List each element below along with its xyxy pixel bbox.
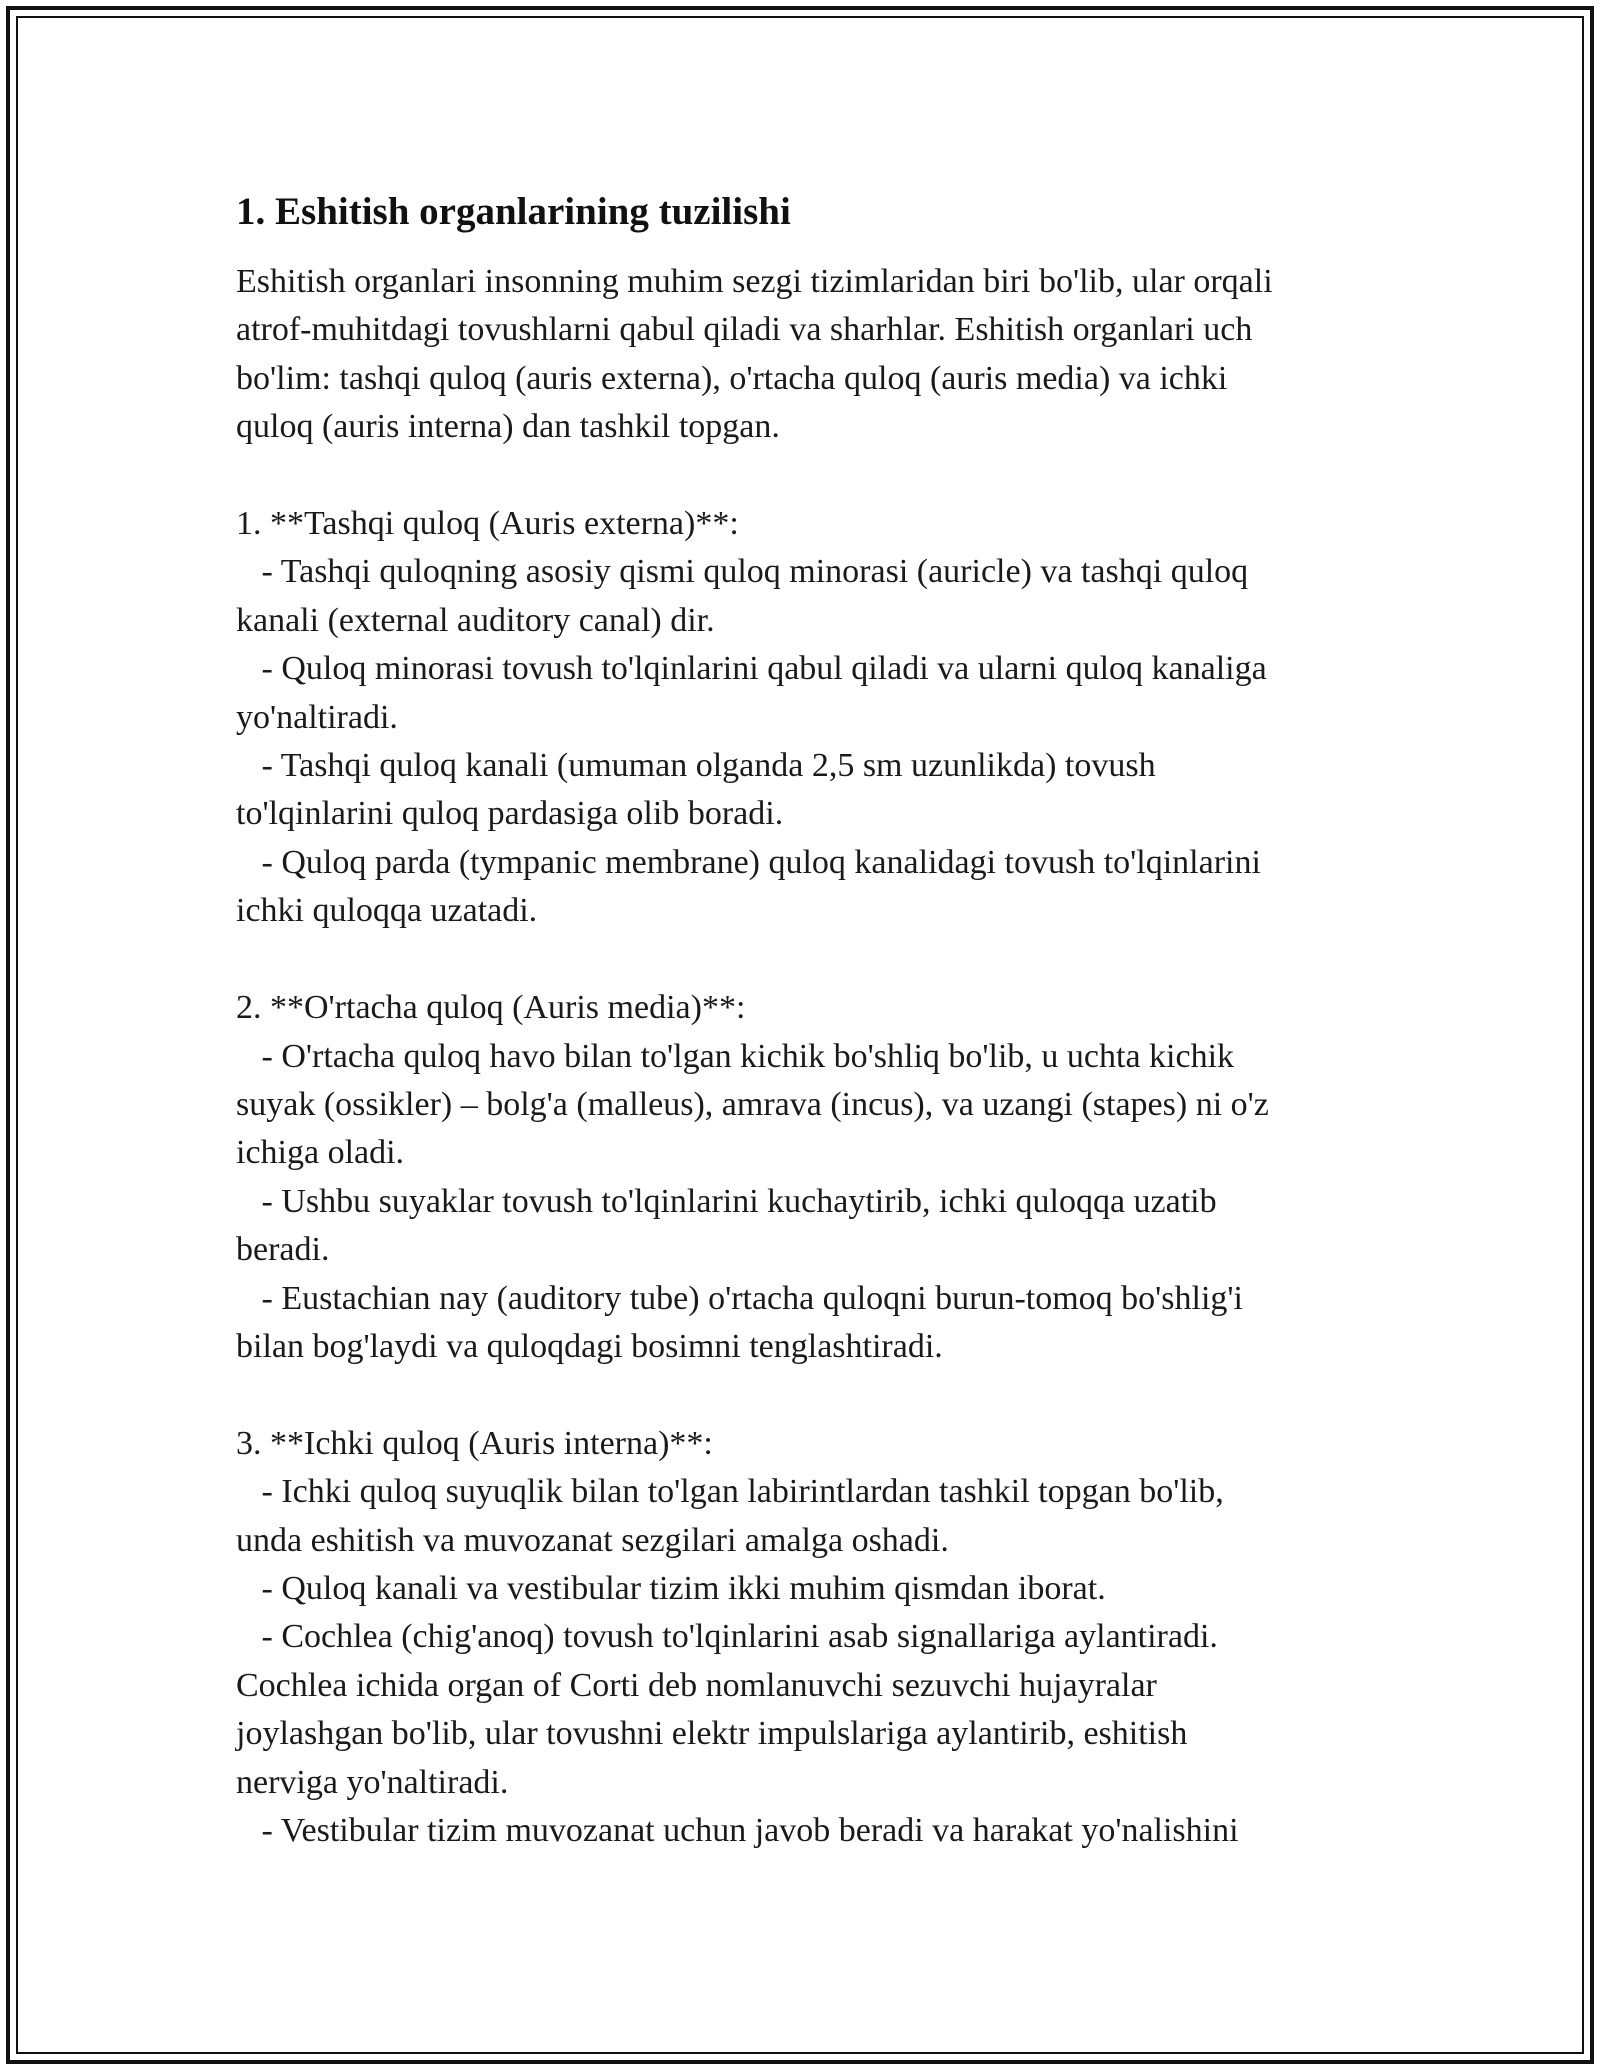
document-content [236,186,1376,1855]
section-heading: 1. Eshitish organlarining tuzilishi [236,190,791,233]
section-body: Eshitish organlari insonning muhim sezgi tizimlaridan biri bo'lib, ular orqali atrof-muhitdagi tovushlarni qabul qiladi va sharhlar. Eshitish organlari uch bo'lim: tashqi quloq (auris externa), o'rtacha quloq (auris media) va ichki quloq (auris interna) dan tashkil topgan. 1. **Tashqi quloq (Auris externa)**: - Tashqi quloqning asosiy qismi quloq minorasi (auricle) va tashqi quloq kanali (external auditory canal) dir. - Quloq minorasi tovush to'lqinlarini qabul qiladi va ularni quloq kanaliga yo'naltiradi. - Tashqi quloq kanali (umuman olganda 2,5 sm uzunlikda) tovush to'lqinlarini quloq pardasiga olib boradi. - Quloq parda (tympanic membrane) quloq kanalidagi tovush to'lqinlarini ichki quloqqa uzatadi. 2. **O'rtacha quloq (Auris media)**: - O'rtacha quloq havo bilan to'lgan kichik bo'shliq bo'lib, u uchta kichik suyak (ossikler) – bolg'a (malleus), amrava (incus), va uzangi (stapes) ni o'z ichiga oladi. - Ushbu suyaklar tovush to'lqinlarini kuchaytirib, ichki quloqqa uzatib beradi. - Eustachian nay (auditory tube) o'rtacha quloqni burun-tomoq bo'shlig'i bilan bog'laydi va quloqdagi bosimni tenglashtiradi. 3. **Ichki quloq (Auris interna)**: - Ichki quloq suyuqlik bilan to'lgan labirintlardan tashkil topgan bo'lib, unda eshitish va muvozanat sezgilari amalga oshadi. - Quloq kanali va vestibular tizim ikki muhim qismdan iborat. - Cochlea (chig'anoq) tovush to'lqinlarini asab signallariga aylantiradi. Cochlea ichida organ of Corti deb nomlanuvchi sezuvchi hujayralar joylashgan bo'lib, ular tovushni elektr impulslariga aylantirib, eshitish nerviga yo'naltiradi. - Vestibular tizim muvozanat uchun javob beradi va harakat yo'nalishini [236,263,1273,1849]
